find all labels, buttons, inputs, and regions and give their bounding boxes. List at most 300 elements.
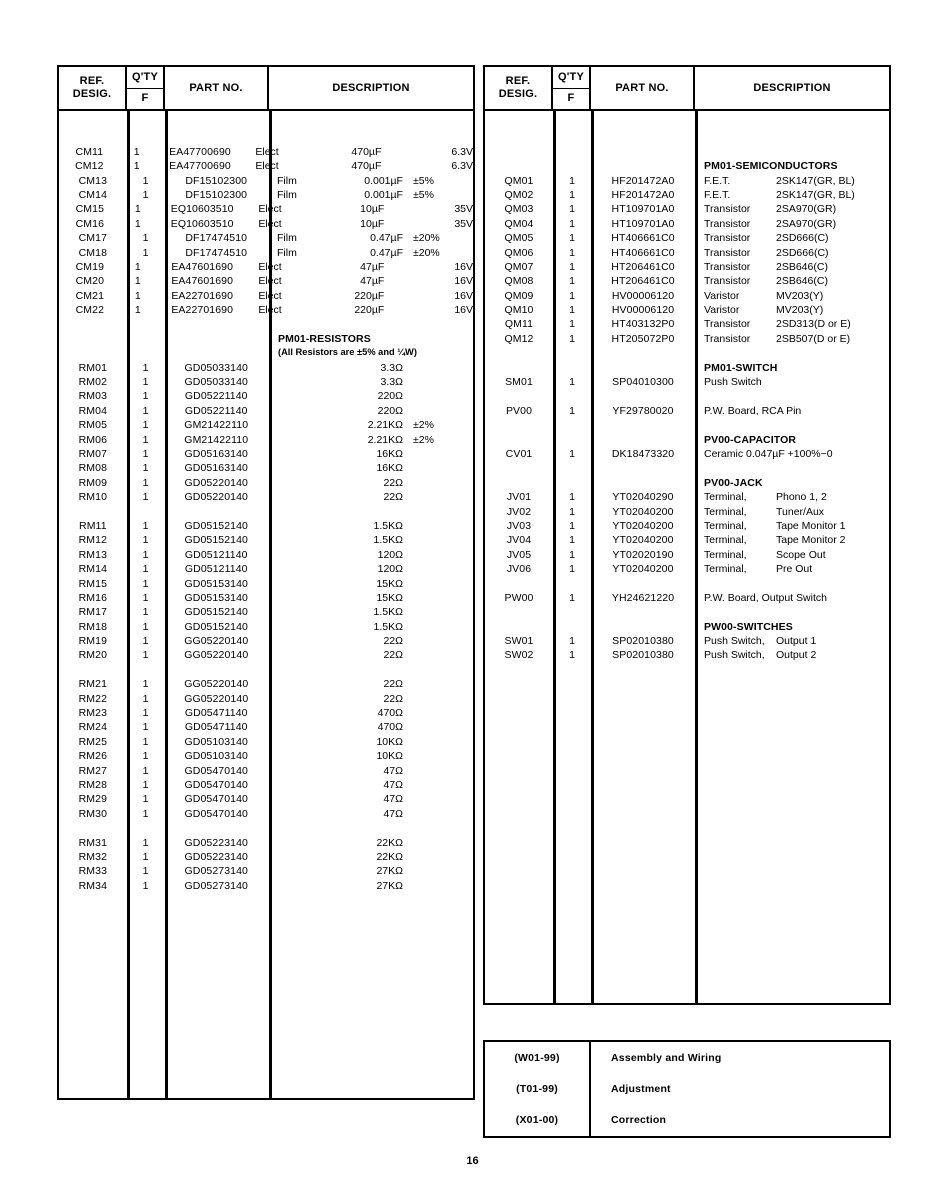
- desc-value: 0.001µF: [364, 188, 403, 201]
- qty-cell: 1: [569, 534, 575, 547]
- qty-cell: 1: [142, 404, 149, 417]
- desc-value: Tape Monitor 1: [776, 519, 846, 532]
- desc-value: 2SB646(C): [776, 260, 828, 273]
- description-cell: [268, 865, 473, 877]
- part-no-cell: YT02040200: [612, 505, 674, 518]
- desc-type: Elect: [258, 289, 282, 302]
- part-no-cell: GD05152140: [184, 534, 248, 547]
- ref-desig-cell: QM08: [504, 275, 534, 288]
- desc-type: Transistor: [704, 275, 751, 288]
- table-row: [59, 837, 473, 851]
- qty-cell: 1: [569, 275, 575, 288]
- description-cell: [695, 261, 889, 273]
- desc-value: 10µF: [360, 217, 385, 230]
- qty-label: Q'TY: [127, 67, 163, 89]
- desc-type: Terminal,: [704, 548, 747, 561]
- qty-cell: 1: [142, 721, 149, 734]
- table-row: [59, 304, 473, 318]
- description-cell: [695, 218, 889, 230]
- table-row: [59, 721, 473, 735]
- qty-cell: 1: [142, 707, 149, 720]
- section-heading: PM01-RESISTORS: [278, 332, 371, 345]
- qty-cell: 1: [142, 692, 149, 705]
- ref-desig-cell: RM15: [78, 577, 108, 590]
- desc-value: 47Ω: [383, 764, 403, 777]
- description-cell: [246, 160, 473, 172]
- ref-desig-cell: JV03: [506, 519, 532, 532]
- description-cell: [268, 736, 473, 748]
- description-cell: [268, 477, 473, 489]
- desc-type: Elect: [258, 260, 282, 273]
- ref-desig-cell: RM06: [78, 433, 108, 446]
- table-row: [485, 477, 889, 491]
- table-row: [59, 621, 473, 635]
- qty-cell: 1: [569, 188, 575, 201]
- desc-tolerance: ±5%: [412, 188, 434, 201]
- table-row: [485, 592, 889, 606]
- description-cell: [695, 592, 889, 604]
- desc-type: Terminal,: [704, 505, 747, 518]
- part-no-cell: GD05471140: [184, 721, 248, 734]
- desc-value: 2SD666(C): [776, 232, 829, 245]
- table-row: [485, 175, 889, 189]
- ref-desig-cell: CM12: [75, 160, 104, 173]
- row-spacer: [485, 419, 889, 433]
- qty-cell: 1: [142, 188, 149, 201]
- desc-value: Tape Monitor 2: [776, 534, 846, 547]
- desc-tolerance: ±20%: [412, 246, 440, 259]
- row-spacer: [59, 117, 473, 131]
- table-row: [59, 189, 473, 203]
- table-row: [59, 347, 473, 361]
- table-row: [59, 462, 473, 476]
- legend-row: [485, 1042, 889, 1073]
- table-row: [59, 750, 473, 764]
- row-spacer: [485, 146, 889, 160]
- desc-voltage: 6.3V: [451, 145, 473, 158]
- description-cell: [268, 390, 473, 402]
- ref-desig-cell: SM01: [505, 376, 533, 389]
- row-spacer: [59, 506, 473, 520]
- table-row: [59, 160, 473, 174]
- section-heading: PV00-CAPACITOR: [704, 433, 797, 446]
- desc-value: 1.5KΩ: [373, 519, 403, 532]
- table-row: [485, 448, 889, 462]
- row-spacer: [59, 131, 473, 145]
- part-no-cell: EA47700690: [169, 145, 231, 158]
- description-cell: [695, 621, 889, 633]
- table-row: [59, 549, 473, 563]
- description-cell: [268, 434, 473, 446]
- ref-desig-cell: RM31: [78, 836, 108, 849]
- qty-cell: 1: [142, 433, 149, 446]
- table-row: [485, 290, 889, 304]
- part-no-cell: DF15102300: [185, 174, 248, 187]
- row-spacer: [485, 578, 889, 592]
- qty-cell: 1: [133, 160, 140, 173]
- table-row: [59, 606, 473, 620]
- desc-value: MV203(Y): [776, 304, 824, 317]
- part-no-cell: GD05220140: [184, 491, 248, 504]
- part-no-cell: HF201472A0: [611, 188, 675, 201]
- desc-value: 22Ω: [383, 678, 403, 691]
- ref-desig-cell: JV02: [506, 505, 532, 518]
- ref-desig-cell: RM34: [78, 879, 108, 892]
- part-no-cell: GD05273140: [184, 879, 248, 892]
- part-no-cell: YT02020190: [612, 548, 674, 561]
- row-spacer: [485, 390, 889, 404]
- table-row: [59, 765, 473, 779]
- part-no-cell: GG05220140: [184, 649, 249, 662]
- ref-desig-cell: QM02: [504, 188, 534, 201]
- ref-desig-cell: RM23: [78, 707, 108, 720]
- description-cell: [695, 203, 889, 215]
- qty-sub-label: F: [141, 92, 149, 105]
- qty-cell: 1: [142, 361, 149, 374]
- desc-value: 3.3Ω: [380, 361, 403, 374]
- part-no-cell: EA47601690: [171, 260, 234, 273]
- qty-cell: 1: [569, 289, 575, 302]
- table-row: [59, 793, 473, 807]
- description-cell: [268, 549, 473, 561]
- part-no-cell: DF17474510: [185, 246, 248, 259]
- desc-type: Elect: [255, 160, 279, 173]
- legend-code: (T01-99): [516, 1082, 558, 1095]
- table-row: [485, 491, 889, 505]
- table-row: [485, 621, 889, 635]
- desc-value: 0.47µF: [370, 232, 403, 245]
- desc-value: 2.21KΩ: [367, 433, 403, 446]
- table-row: [485, 318, 889, 332]
- description-cell: [695, 448, 889, 460]
- part-no-cell: GD05163140: [184, 462, 248, 475]
- desc-value: 2SD666(C): [776, 246, 829, 259]
- description-cell: [268, 779, 473, 791]
- desc-value: 2.21KΩ: [367, 419, 403, 432]
- qty-cell: 1: [142, 836, 149, 849]
- desc-type: Film: [276, 246, 297, 259]
- ref-desig-cell: RM01: [78, 361, 108, 374]
- part-no-cell: YT02040290: [612, 491, 674, 504]
- description-cell: [268, 621, 473, 633]
- row-spacer: [485, 462, 889, 476]
- ref-desig-cell: RM02: [78, 376, 108, 389]
- description-cell: [249, 304, 473, 316]
- desc-type: Push Switch,: [704, 635, 765, 648]
- part-no-cell: GD05223140: [184, 850, 248, 863]
- desc-tolerance: ±2%: [412, 433, 434, 446]
- row-spacer: [59, 822, 473, 836]
- section-heading: PM01-SWITCH: [704, 361, 778, 374]
- description-cell: [268, 765, 473, 777]
- table-row: [59, 434, 473, 448]
- table-row: [59, 851, 473, 865]
- ref-desig-cell: CM15: [75, 203, 105, 216]
- ref-desig-cell: RM05: [78, 419, 108, 432]
- desc-type: Terminal,: [704, 563, 747, 576]
- part-no-cell: GD05223140: [184, 836, 248, 849]
- description-cell: [268, 376, 473, 388]
- qty-cell: 1: [142, 606, 149, 619]
- desc-value: 15KΩ: [376, 577, 403, 590]
- legend-description: Adjustment: [611, 1082, 671, 1095]
- description-cell: [268, 462, 473, 474]
- qty-cell: 1: [142, 534, 149, 547]
- row-spacer: [485, 347, 889, 361]
- qty-cell: 1: [142, 476, 149, 489]
- qty-cell: 1: [142, 246, 149, 259]
- description-cell: [695, 649, 889, 661]
- section-heading: PW00-SWITCHES: [704, 620, 793, 633]
- desc-voltage: 16V: [454, 260, 473, 273]
- ref-desig-cell: RM24: [78, 721, 108, 734]
- table-row: [59, 390, 473, 404]
- part-no-cell: GD05470140: [184, 764, 248, 777]
- ref-desig-cell: RM16: [78, 591, 108, 604]
- ref-desig-cell: RM17: [78, 606, 108, 619]
- desc-value: 15KΩ: [376, 591, 403, 604]
- description-cell: [268, 247, 473, 259]
- desc-value: 16KΩ: [376, 447, 403, 460]
- ref-desig-cell: RM28: [78, 778, 108, 791]
- table-row: [485, 189, 889, 203]
- qty-cell: 1: [142, 620, 149, 633]
- description-cell: [249, 275, 473, 287]
- description-cell: [695, 160, 889, 172]
- desc-value: 22Ω: [383, 635, 403, 648]
- description-cell: [695, 434, 889, 446]
- desc-voltage: 16V: [454, 289, 473, 302]
- ref-desig-cell: CM11: [75, 145, 104, 158]
- part-no-cell: GM21422110: [184, 433, 249, 446]
- desc-value: 220µF: [354, 304, 385, 317]
- ref-desig-cell: CM20: [75, 275, 105, 288]
- qty-label: Q'TY: [553, 67, 589, 89]
- ref-desig-cell: CM19: [75, 260, 105, 273]
- legend-box: [483, 1040, 891, 1138]
- ref-desig-cell: RM13: [78, 548, 108, 561]
- qty-cell: 1: [569, 246, 575, 259]
- table-row: [59, 534, 473, 548]
- description-cell: [268, 837, 473, 849]
- desc-value: 120Ω: [377, 563, 403, 576]
- part-no-cell: HT205072P0: [611, 332, 675, 345]
- part-no-cell: EA22701690: [171, 304, 234, 317]
- table-row: [59, 261, 473, 275]
- table-row: [485, 405, 889, 419]
- table-row: [485, 434, 889, 448]
- description-cell: [695, 275, 889, 287]
- ref-desig-cell: RM26: [78, 750, 108, 763]
- desc-value: 1.5KΩ: [373, 620, 403, 633]
- ref-desig-cell: JV06: [506, 563, 532, 576]
- table-row: [59, 275, 473, 289]
- table-row: [59, 880, 473, 894]
- description-cell: [695, 520, 889, 532]
- part-no-cell: GD05103140: [184, 750, 248, 763]
- qty-cell: 1: [569, 519, 575, 532]
- ref-desig-cell: QM06: [504, 246, 534, 259]
- ref-desig-cell: PV00: [505, 404, 533, 417]
- ref-desig-cell: RM18: [78, 620, 108, 633]
- qty-cell: 1: [134, 304, 141, 317]
- desc-value: Output 1: [776, 635, 817, 648]
- qty-cell: 1: [142, 879, 149, 892]
- description-cell: [268, 592, 473, 604]
- part-no-cell: YH24621220: [611, 591, 675, 604]
- ref-desig-cell: RM04: [78, 404, 108, 417]
- table-row: [485, 218, 889, 232]
- table-row: [59, 203, 473, 217]
- desc-type: Elect: [255, 145, 279, 158]
- table-row: [59, 333, 473, 347]
- desc-value: Phono 1, 2: [776, 491, 827, 504]
- part-no-cell: SP02010380: [612, 649, 674, 662]
- part-no-cell: GD05153140: [184, 591, 248, 604]
- qty-cell: 1: [142, 390, 149, 403]
- ref-desig-cell: SW01: [504, 635, 534, 648]
- row-spacer: [59, 318, 473, 332]
- ref-desig-cell: RM29: [78, 793, 108, 806]
- description-cell: [695, 247, 889, 259]
- table-header-row-left: [59, 67, 473, 111]
- part-no-cell: GG05220140: [184, 692, 249, 705]
- desc-value: 47Ω: [383, 778, 403, 791]
- table-row: [485, 304, 889, 318]
- table-body-right: [485, 111, 889, 1003]
- table-row: [485, 203, 889, 217]
- qty-cell: 1: [569, 649, 575, 662]
- desc-value: 27KΩ: [376, 865, 403, 878]
- table-row: [485, 549, 889, 563]
- ref-desig-cell: CM17: [78, 232, 108, 245]
- ref-desig-cell: CM18: [78, 246, 108, 259]
- ref-desig-cell: QM04: [504, 217, 534, 230]
- part-no-cell: GD05103140: [184, 735, 248, 748]
- desc-type: Transistor: [704, 318, 751, 331]
- description-cell: [269, 347, 473, 357]
- desc-type: Elect: [258, 275, 282, 288]
- ref-desig-cell: QM12: [504, 332, 534, 345]
- part-no-cell: HT109701A0: [611, 203, 675, 216]
- desc-value: 2SB646(C): [776, 275, 828, 288]
- description-cell: [268, 649, 473, 661]
- qty-cell: 1: [142, 563, 149, 576]
- ref-desig-cell: QM03: [504, 203, 534, 216]
- ref-desig-cell: RM03: [78, 390, 108, 403]
- ref-desig-cell: QM11: [504, 318, 534, 331]
- desc-value: 2SA970(GR): [776, 203, 837, 216]
- part-no-cell: GD05153140: [184, 577, 248, 590]
- row-spacer: [485, 117, 889, 131]
- table-row: [59, 448, 473, 462]
- ref-desig-cell: RM12: [78, 534, 108, 547]
- part-no-cell: HT206461C0: [611, 260, 675, 273]
- table-row: [59, 693, 473, 707]
- qty-cell: 1: [569, 635, 575, 648]
- description-cell: [268, 175, 473, 187]
- description-cell: [268, 721, 473, 733]
- legend-code: (X01-00): [515, 1113, 559, 1126]
- desc-voltage: 6.3V: [451, 160, 473, 173]
- description-cell: [695, 534, 889, 546]
- table-row: [59, 592, 473, 606]
- desc-value: 220Ω: [377, 390, 403, 403]
- desc-voltage: 35V: [454, 217, 473, 230]
- ref-desig-cell: RM32: [78, 850, 108, 863]
- ref-desig-cell: JV01: [506, 491, 532, 504]
- qty-cell: 1: [142, 735, 149, 748]
- table-row: [59, 146, 473, 160]
- table-row: [59, 218, 473, 232]
- qty-cell: 1: [142, 764, 149, 777]
- column-header-part-no: PART NO.: [165, 67, 269, 109]
- description-cell: [695, 175, 889, 187]
- qty-cell: 1: [569, 260, 575, 273]
- qty-cell: 1: [569, 232, 575, 245]
- qty-cell: 1: [142, 577, 149, 590]
- desc-type: Film: [276, 188, 297, 201]
- table-row: [485, 649, 889, 663]
- part-no-cell: HT109701A0: [611, 217, 675, 230]
- description-cell: [268, 750, 473, 762]
- qty-cell: 1: [134, 275, 141, 288]
- description-cell: [695, 506, 889, 518]
- qty-cell: 1: [142, 548, 149, 561]
- qty-cell: 1: [569, 318, 575, 331]
- qty-cell: 1: [142, 649, 149, 662]
- part-no-cell: HT406661C0: [611, 232, 675, 245]
- description-cell: [695, 491, 889, 503]
- table-row: [59, 736, 473, 750]
- description-cell: [695, 635, 889, 647]
- qty-cell: 1: [134, 260, 141, 273]
- description-cell: [695, 189, 889, 201]
- parts-row-list-left: [59, 111, 473, 894]
- description-cell: [268, 880, 473, 892]
- table-row: [485, 261, 889, 275]
- table-row: [59, 865, 473, 879]
- description-cell: [268, 851, 473, 863]
- qty-cell: 1: [569, 174, 575, 187]
- description-cell: [695, 563, 889, 575]
- ref-desig-line2: DESIG.: [72, 88, 112, 100]
- part-no-cell: DF17474510: [185, 232, 248, 245]
- part-no-cell: GD05221140: [184, 390, 248, 403]
- table-body-left: [59, 111, 473, 1098]
- qty-cell: 1: [569, 332, 575, 345]
- desc-value: 10KΩ: [376, 735, 403, 748]
- qty-cell: 1: [142, 376, 149, 389]
- desc-type: Film: [276, 174, 297, 187]
- ref-desig-cell: RM25: [78, 735, 108, 748]
- part-no-cell: HV00006120: [611, 304, 675, 317]
- description-cell: [249, 203, 473, 215]
- part-no-cell: GD05033140: [184, 361, 248, 374]
- table-row: [59, 362, 473, 376]
- desc-value: Scope Out: [776, 548, 826, 561]
- part-no-cell: EA47700690: [169, 160, 231, 173]
- qty-cell: 1: [134, 217, 141, 230]
- desc-tolerance: ±5%: [412, 174, 434, 187]
- description-cell: [268, 635, 473, 647]
- ref-desig-cell: RM30: [78, 807, 108, 820]
- description-cell: [268, 678, 473, 690]
- ref-desig-cell: RM27: [78, 764, 108, 777]
- part-no-cell: YT02040200: [612, 519, 674, 532]
- desc-value: 22KΩ: [376, 836, 403, 849]
- ref-desig-cell: RM07: [78, 447, 108, 460]
